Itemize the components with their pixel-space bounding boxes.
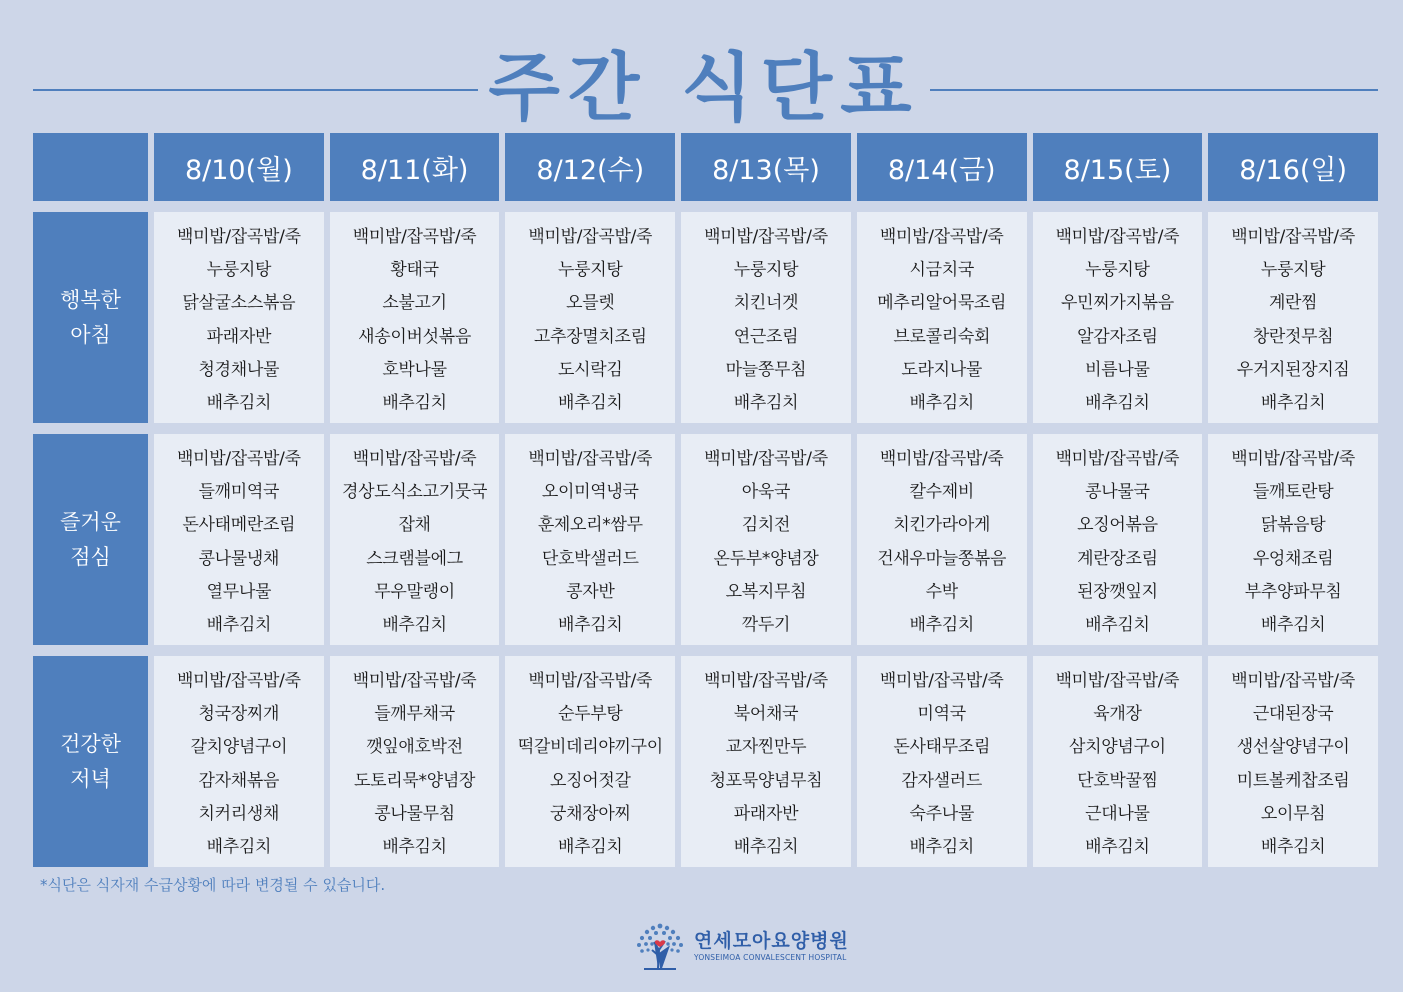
menu-cell	[505, 212, 675, 423]
dish-item: 오징어젓갈	[549, 770, 631, 791]
dish-item: 배추김치	[206, 614, 272, 635]
dish-item: 우엉채조림	[1252, 548, 1334, 569]
day-header-3: 8/13(목)	[681, 133, 851, 201]
dish-item: 배추김치	[733, 392, 799, 413]
dish-item: 백미밥/잡곡밥/죽	[352, 227, 477, 248]
hospital-logo	[632, 918, 862, 974]
dish-item: 치킨가라아게	[893, 515, 991, 536]
dish-item: 백미밥/잡곡밥/죽	[1231, 671, 1355, 692]
dish-item: 누룽지탕	[558, 260, 623, 281]
dish-item: 브로콜리숙회	[893, 326, 991, 347]
title-area	[33, 40, 1378, 136]
dish-item: 열무나물	[206, 581, 272, 602]
dish-item: 배추김치	[1260, 614, 1326, 635]
dish-item: 도라지나물	[901, 359, 983, 380]
menu-cell	[857, 434, 1027, 645]
dish-item: 배추김치	[1260, 392, 1326, 413]
dish-item: 부추양파무침	[1244, 581, 1342, 602]
meal-label-line: 점심	[70, 544, 111, 569]
dish-item: 백미밥/잡곡밥/죽	[176, 449, 301, 470]
dish-item: 새송이버섯볶음	[358, 326, 471, 347]
menu-cell	[1033, 434, 1203, 645]
menu-cell	[857, 656, 1027, 867]
dish-item: 숙주나물	[909, 803, 974, 824]
dish-item: 계란장조림	[1077, 548, 1158, 569]
dish-item: 청국장찌개	[198, 704, 280, 725]
dish-item: 백미밥/잡곡밥/죽	[176, 227, 301, 248]
dish-item: 배추김치	[1085, 836, 1150, 857]
dish-item: 오믈렛	[566, 293, 615, 314]
dish-item: 교자찐만두	[725, 737, 807, 758]
menu-cell	[1208, 434, 1378, 645]
dish-item: 단호박꿀찜	[1077, 770, 1158, 791]
dish-item: 배추김치	[558, 614, 623, 635]
dish-item: 백미밥/잡곡밥/죽	[1055, 227, 1180, 248]
dish-item: 청포묵양념무침	[709, 770, 823, 791]
dish-item: 떡갈비데리야끼구이	[517, 737, 663, 758]
meal-label-line: 즐거운	[60, 509, 121, 534]
dish-item: 닭볶음탕	[1260, 515, 1326, 536]
dish-item: 창란젓무침	[1252, 326, 1334, 347]
dish-item: 배추김치	[909, 392, 974, 413]
meal-label-0	[33, 212, 148, 423]
dish-item: 백미밥/잡곡밥/죽	[879, 671, 1004, 692]
dish-item: 치커리생채	[198, 803, 280, 824]
menu-change-note: *식단은 식자재 수급상황에 따라 변경될 수 있습니다.	[40, 876, 386, 894]
menu-cell	[681, 212, 851, 423]
dish-item: 메추리알어묵조림	[877, 293, 1007, 314]
dish-item: 백미밥/잡곡밥/죽	[704, 449, 828, 470]
menu-cell	[1208, 656, 1378, 867]
dish-item: 배추김치	[733, 836, 799, 857]
dish-item: 칼수제비	[909, 482, 974, 503]
hospital-name: 연세모아요양병원	[694, 930, 849, 952]
dish-item: 순두부탕	[558, 704, 623, 725]
dish-item: 감자샐러드	[901, 770, 983, 791]
hospital-name-english: YONSEIMOA CONVALESCENT HOSPITAL	[694, 953, 847, 962]
dish-item: 건새우마늘쫑볶음	[877, 548, 1007, 569]
dish-item: 닭살굴소스볶음	[182, 293, 296, 314]
page-title: 주간 식단표	[488, 45, 920, 131]
dish-item: 백미밥/잡곡밥/죽	[528, 449, 653, 470]
menu-cell	[681, 434, 851, 645]
menu-cell	[330, 656, 500, 867]
day-header-1: 8/11(화)	[330, 133, 500, 201]
dish-item: 생선살양념구이	[1236, 737, 1350, 758]
dish-item: 잡채	[398, 515, 431, 536]
dish-item: 마늘쫑무침	[725, 359, 807, 380]
dish-item: 호박나물	[382, 359, 447, 380]
dish-item: 아욱국	[741, 482, 791, 503]
dish-item: 백미밥/잡곡밥/죽	[879, 449, 1004, 470]
day-header-0: 8/10(월)	[154, 133, 324, 201]
tree-heart-icon	[632, 920, 688, 972]
dish-item: 김치전	[741, 515, 791, 536]
menu-cell	[505, 434, 675, 645]
dish-item: 들깨토란탕	[1252, 482, 1334, 503]
day-header-4: 8/14(금)	[857, 133, 1027, 201]
menu-cell	[154, 656, 324, 867]
dish-item: 배추김치	[206, 392, 272, 413]
dish-item: 배추김치	[909, 614, 974, 635]
dish-item: 콩자반	[566, 581, 615, 602]
dish-item: 누룽지탕	[206, 260, 272, 281]
menu-cell	[857, 212, 1027, 423]
menu-cell	[330, 434, 500, 645]
dish-item: 들깨무채국	[374, 704, 455, 725]
dish-item: 콩나물국	[1085, 482, 1150, 503]
dish-item: 북어채국	[733, 704, 799, 725]
dish-item: 시금치국	[909, 260, 974, 281]
dish-item: 계란찜	[1268, 293, 1318, 314]
dish-item: 누룽지탕	[1085, 260, 1150, 281]
dish-item: 백미밥/잡곡밥/죽	[1055, 671, 1180, 692]
dish-item: 삼치양념구이	[1069, 737, 1166, 758]
dish-item: 배추김치	[206, 836, 272, 857]
dish-item: 오복지무침	[725, 581, 807, 602]
dish-item: 비름나물	[1085, 359, 1150, 380]
dish-item: 들깨미역국	[198, 482, 280, 503]
meal-label-line: 건강한	[60, 731, 121, 756]
dish-item: 갈치양념구이	[190, 737, 288, 758]
menu-cell	[154, 434, 324, 645]
menu-cell	[330, 212, 500, 423]
dish-item: 백미밥/잡곡밥/죽	[176, 671, 301, 692]
dish-item: 근대된장국	[1252, 704, 1334, 725]
dish-item: 배추김치	[1085, 392, 1150, 413]
dish-item: 백미밥/잡곡밥/죽	[704, 671, 828, 692]
menu-cell	[1208, 212, 1378, 423]
dish-item: 도토리묵*양념장	[354, 770, 476, 791]
menu-table	[33, 133, 1378, 865]
dish-item: 콩나물무침	[374, 803, 455, 824]
dish-item: 연근조림	[733, 326, 799, 347]
meal-label-1	[33, 434, 148, 645]
dish-item: 배추김치	[558, 836, 623, 857]
dish-item: 감자채볶음	[198, 770, 280, 791]
dish-item: 단호박샐러드	[541, 548, 639, 569]
dish-item: 배추김치	[558, 392, 623, 413]
dish-item: 근대나물	[1085, 803, 1150, 824]
title-divider-right	[930, 89, 1378, 91]
dish-item: 깍두기	[741, 614, 791, 635]
dish-item: 배추김치	[1085, 614, 1150, 635]
dish-item: 오징어볶음	[1077, 515, 1158, 536]
dish-item: 청경채나물	[198, 359, 280, 380]
menu-cell	[1033, 656, 1203, 867]
dish-item: 도시락김	[558, 359, 623, 380]
dish-item: 돈사태메란조림	[182, 515, 296, 536]
dish-item: 백미밥/잡곡밥/죽	[352, 449, 477, 470]
menu-cell	[154, 212, 324, 423]
dish-item: 콩나물냉채	[198, 548, 280, 569]
dish-item: 우민찌가지볶음	[1060, 293, 1174, 314]
dish-item: 고추장멸치조림	[533, 326, 647, 347]
dish-item: 배추김치	[909, 836, 974, 857]
meal-label-2	[33, 656, 148, 867]
dish-item: 오이무침	[1260, 803, 1326, 824]
dish-item: 온두부*양념장	[713, 548, 819, 569]
dish-item: 스크램블에그	[366, 548, 463, 569]
dish-item: 육개장	[1093, 704, 1142, 725]
dish-item: 깻잎애호박전	[366, 737, 463, 758]
dish-item: 배추김치	[382, 614, 447, 635]
dish-item: 백미밥/잡곡밥/죽	[528, 671, 653, 692]
day-header-6: 8/16(일)	[1208, 133, 1378, 201]
dish-item: 백미밥/잡곡밥/죽	[879, 227, 1004, 248]
dish-item: 무우말랭이	[374, 581, 455, 602]
dish-item: 미트볼케찹조림	[1236, 770, 1350, 791]
dish-item: 백미밥/잡곡밥/죽	[1055, 449, 1180, 470]
meal-label-line: 행복한	[60, 287, 121, 312]
dish-item: 백미밥/잡곡밥/죽	[1231, 227, 1355, 248]
dish-item: 궁채장아찌	[549, 803, 631, 824]
dish-item: 누룽지탕	[1260, 260, 1326, 281]
dish-item: 배추김치	[382, 392, 447, 413]
dish-item: 누룽지탕	[733, 260, 799, 281]
dish-item: 백미밥/잡곡밥/죽	[528, 227, 653, 248]
menu-cell	[681, 656, 851, 867]
dish-item: 경상도식소고기뭇국	[342, 482, 488, 503]
dish-item: 배추김치	[382, 836, 447, 857]
dish-item: 미역국	[917, 704, 966, 725]
dish-item: 파래자반	[733, 803, 799, 824]
dish-item: 돈사태무조림	[893, 737, 991, 758]
dish-item: 배추김치	[1260, 836, 1326, 857]
dish-item: 백미밥/잡곡밥/죽	[704, 227, 828, 248]
menu-cell	[1033, 212, 1203, 423]
dish-item: 된장깻잎지	[1077, 581, 1158, 602]
menu-cell	[505, 656, 675, 867]
dish-item: 알감자조림	[1077, 326, 1158, 347]
dish-item: 소불고기	[382, 293, 447, 314]
table-corner	[33, 133, 148, 201]
dish-item: 파래자반	[206, 326, 272, 347]
dish-item: 훈제오리*쌈무	[537, 515, 643, 536]
meal-label-line: 저녁	[70, 766, 111, 791]
meal-label-line: 아침	[70, 322, 111, 347]
dish-item: 오이미역냉국	[541, 482, 639, 503]
dish-item: 백미밥/잡곡밥/죽	[1231, 449, 1355, 470]
dish-item: 치킨너겟	[733, 293, 799, 314]
dish-item: 황태국	[390, 260, 439, 281]
day-header-2: 8/12(수)	[505, 133, 675, 201]
dish-item: 백미밥/잡곡밥/죽	[352, 671, 477, 692]
dish-item: 수박	[925, 581, 958, 602]
dish-item: 우거지된장지짐	[1236, 359, 1350, 380]
day-header-5: 8/15(토)	[1033, 133, 1203, 201]
title-divider-left	[33, 89, 478, 91]
